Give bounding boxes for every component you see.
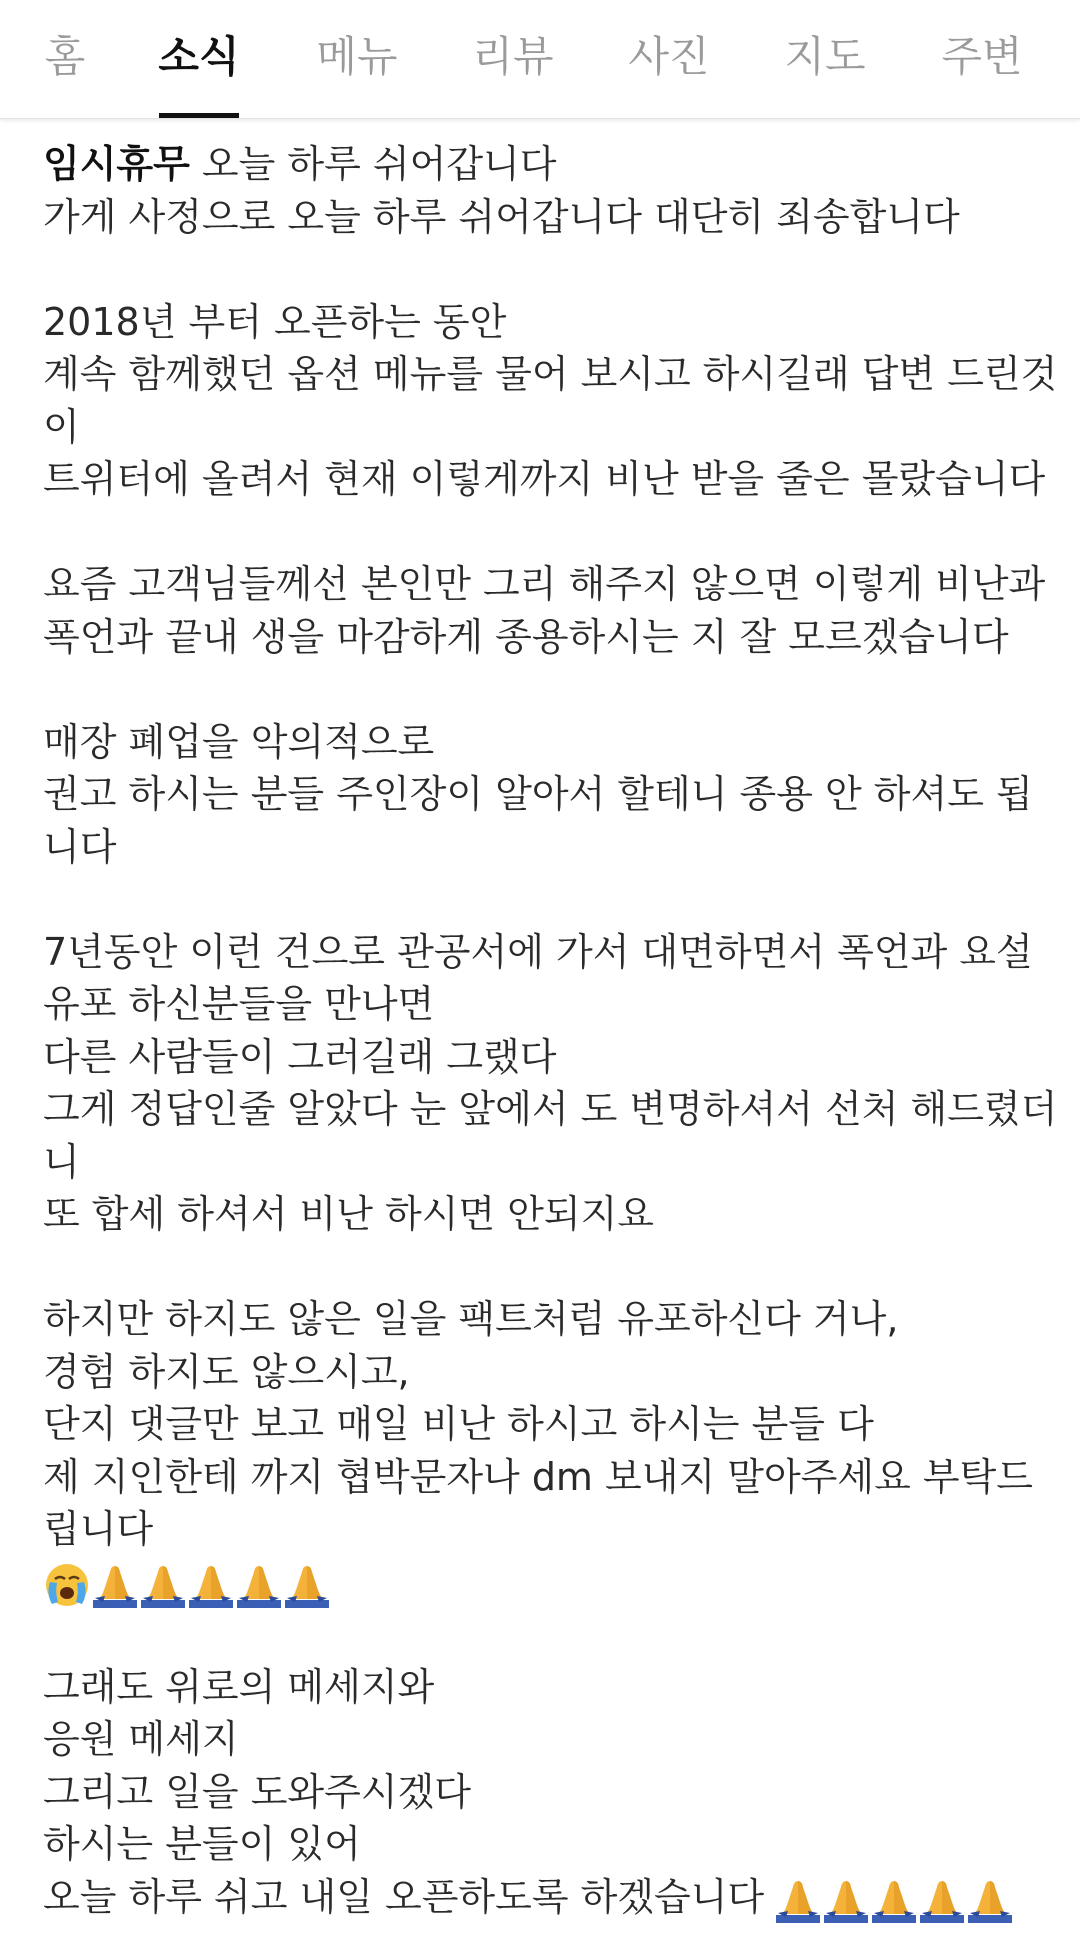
post-line: 응원 메세지 [43, 1717, 239, 1761]
post-line: 계속 함께했던 옵션 메뉴를 물어 보시고 하시길래 답변 드린것 [43, 352, 1058, 396]
post-line: 그리고 일을 도와주시겠다 [43, 1769, 471, 1814]
post-line: 다른 사람들이 그러길래 그랬다 [43, 1034, 557, 1079]
post-line: 이 [43, 404, 80, 449]
post-line-text: 오늘 하루 쉬고 내일 오픈하도록 하겠습니다 [43, 1874, 765, 1919]
post-line: 니 [43, 1139, 80, 1184]
post-line: 2018년 부터 오픈하는 동안 [43, 299, 507, 344]
crying-face-icon [43, 1556, 91, 1609]
post-line: 요즘 고객님들께선 본인만 그리 해주지 않으면 이렇게 비난과 [43, 562, 1046, 606]
tab-label: 메뉴 [316, 32, 398, 81]
folded-hands-icon [139, 1556, 187, 1609]
post-last-line [43, 1871, 1043, 1924]
post-line: 또 합세 하셔서 비난 하시면 안되지요 [43, 1192, 655, 1236]
post-body [43, 191, 1058, 1556]
post-body-continued [43, 1608, 1043, 1871]
tab-nearby[interactable] [917, 0, 1047, 118]
post-line: 7년동안 이런 건으로 관공서에 가서 대면하면서 폭언과 요설 [43, 929, 1033, 974]
emoji-row [43, 1556, 1043, 1609]
tab-photos[interactable] [604, 0, 734, 118]
post-line: 니다 [43, 824, 117, 869]
folded-hands-icon [870, 1871, 918, 1924]
folded-hands-icon [283, 1556, 331, 1609]
tab-label: 소식 [158, 32, 240, 81]
tab-news[interactable] [134, 0, 264, 118]
tab-label: 사진 [628, 32, 710, 81]
folded-hands-icon [966, 1871, 1014, 1924]
closure-label: 임시휴무 [43, 142, 190, 186]
post-line: 트위터에 올려서 현재 이렇게까지 비난 받을 줄은 몰랐습니다 [43, 457, 1046, 501]
post-line: 폭언과 끝내 생을 마감하게 종용하시는 지 잘 모르겠습니다 [43, 614, 1009, 659]
tab-label: 주변 [941, 32, 1023, 81]
post-line: 그게 정답인줄 알았다 눈 앞에서 도 변명하셔서 선처 해드렸더 [43, 1087, 1058, 1131]
post-title-text: 오늘 하루 쉬어갑니다 [189, 142, 557, 186]
folded-hands-icon [822, 1871, 870, 1924]
folded-hands-icon [91, 1556, 139, 1609]
tab-map[interactable] [760, 0, 890, 118]
blank-line [43, 506, 1043, 559]
news-post [43, 138, 1058, 1923]
blank-line [43, 873, 1043, 926]
blank-line [43, 1241, 1043, 1294]
tab-label: 리뷰 [472, 32, 554, 81]
folded-hands-icon [774, 1871, 822, 1924]
post-title [43, 138, 1043, 191]
folded-hands-icon [918, 1871, 966, 1924]
post-line: 제 지인한테 까지 협박문자나 dm 보내지 말아주세요 부탁드 [43, 1454, 1033, 1499]
tab-label: 지도 [784, 32, 866, 81]
tab-home[interactable] [0, 0, 130, 118]
tab-underline [159, 113, 239, 118]
post-line: 매장 폐업을 악의적으로 [43, 719, 435, 764]
post-line: 가게 사정으로 오늘 하루 쉬어갑니다 대단히 죄송합니다 [43, 194, 960, 239]
post-line: 경험 하지도 않으시고, [43, 1349, 410, 1394]
post-line: 유포 하신분들을 만나면 [43, 982, 435, 1026]
folded-hands-icon [235, 1556, 283, 1609]
last-emoji-group [774, 1871, 1014, 1924]
post-line: 단지 댓글만 보고 매일 비난 하시고 하시는 분들 다 [43, 1402, 874, 1446]
tab-bar [0, 0, 1080, 119]
blank-line [43, 243, 1043, 296]
post-line: 립니다 [43, 1507, 154, 1551]
post-line: 그래도 위로의 메세지와 [43, 1664, 435, 1709]
tab-label: 홈 [44, 32, 86, 81]
tab-reviews[interactable] [448, 0, 578, 118]
post-line: 권고 하시는 분들 주인장이 알아서 할테니 종용 안 하셔도 됩 [43, 772, 1033, 816]
tab-menu[interactable] [292, 0, 422, 118]
post-line: 하시는 분들이 있어 [43, 1822, 361, 1866]
post-line: 하지만 하지도 않은 일을 팩트처럼 유포하신다 거나, [43, 1297, 899, 1341]
blank-line [43, 663, 1043, 716]
blank-line [43, 1608, 1043, 1661]
folded-hands-icon [187, 1556, 235, 1609]
